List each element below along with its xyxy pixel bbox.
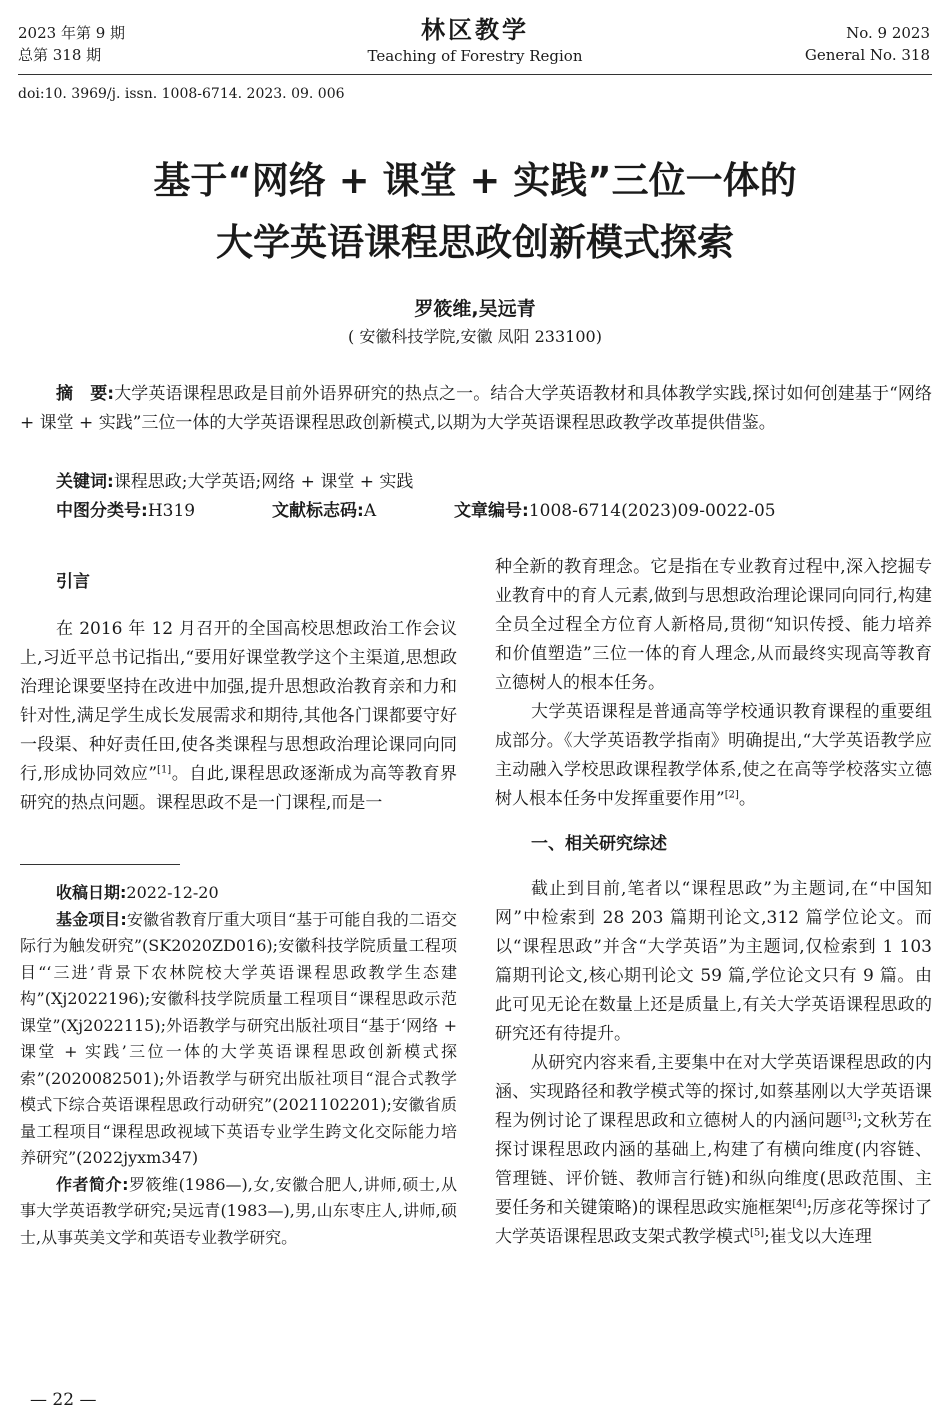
fund-label: 基金项目:: [56, 909, 127, 929]
doc-code-value: A: [363, 501, 377, 521]
keywords-label: 关键词:: [56, 472, 114, 492]
intro-heading: 引言: [56, 572, 90, 592]
authors: 罗筱维,吴远青: [414, 298, 536, 320]
intro-paragraph: [20, 615, 457, 818]
received-date: [20, 880, 457, 907]
abstract-label: 摘 要:: [56, 384, 115, 404]
journal-title-en: Teaching of Forestry Region: [367, 47, 583, 65]
page-number: — 22 —: [30, 1390, 97, 1410]
received-value: 2022-12-20: [126, 883, 219, 902]
article-title-line1: 基于“网络 + 课堂 + 实践”三位一体的: [153, 159, 797, 202]
abstract-text: 大学英语课程思政是目前外语界研究的热点之一。结合大学英语教材和具体教学实践,探讨如何创建基于“网络 + 课堂 + 实践”三位一体的大学英语课程思政创新模式,以期为大学英语课程思政教学改革提供借鉴。: [20, 384, 932, 433]
issue-info-en: [805, 22, 930, 66]
article-number-label: 文章编号:: [454, 501, 529, 521]
received-label: 收稿日期:: [56, 883, 127, 902]
fund-info: [20, 907, 457, 1172]
citation-1[interactable]: [1]: [157, 764, 172, 776]
citation-3[interactable]: [3]: [842, 1111, 857, 1123]
right-paragraph-3: 截止到目前,笔者以“课程思政”为主题词,在“中国知网”中检索到 28 203 篇期刊论文,312 篇学位论文。而以“课程思政”并含“大学英语”为主题词,仅检索到 1 103 篇期刊论文,核心期刊论文 59 篇,学位论文只有 9 篇。由此可见无论在数量上还是质量上,有关大学英语课程思政的研究还有待提升。: [495, 879, 932, 1044]
abstract: [20, 380, 932, 438]
article-title-line2: 大学英语课程思政创新模式探索: [216, 221, 734, 264]
keywords-text: 课程思政;大学英语;网络 + 课堂 + 实践: [113, 472, 414, 492]
article-number-value: 1008-6714(2023)09-0022-05: [528, 501, 776, 521]
issue-year: 2023 年第 9 期: [18, 24, 126, 42]
right-column: [495, 553, 932, 1252]
right-paragraph-2: [495, 698, 932, 814]
section-1-heading: 一、相关研究综述: [531, 834, 667, 854]
doi[interactable]: doi:10. 3969/j. issn. 1008-6714. 2023. 09. 006: [18, 86, 345, 102]
right-paragraph-4-b: ;文秋芳在探讨课程思政内涵的基础上,构建了有横向维度(内容链、管理链、评价链、教师言行链)和纵向维度(思政范围、主要任务和关键策略)的课程思政实施框架: [495, 1111, 932, 1218]
header-divider: [18, 74, 932, 75]
issue-number: No. 9 2023: [846, 24, 930, 42]
author-bio-label: 作者简介:: [56, 1174, 129, 1194]
right-paragraph-2-tail: 。: [738, 789, 756, 809]
right-paragraph-4-c: ;厉彦花等探讨了大学英语课程思政支架式教学模式: [495, 1198, 932, 1247]
right-paragraph-4: [495, 1049, 932, 1252]
journal-title-cn: 林区教学: [421, 15, 529, 44]
doc-code-label: 文献标志码:: [272, 501, 364, 521]
intro-text-tail: 。自此,课程思政逐渐成为高等教育界研究的热点问题。课程思政不是一门课程,而是一: [20, 764, 457, 813]
right-paragraph-2-text: 大学英语课程是普通高等学校通识教育课程的重要组成部分。《大学英语教学指南》明确提出,“大学英语教学应主动融入学校思政课程教学体系,使之在高等学校落实立德树人根本任务中发挥重要作用”: [495, 702, 932, 809]
citation-4[interactable]: [4]: [792, 1198, 807, 1210]
author-bio-text: 罗筱维(1986—),女,安徽合肥人,讲师,硕士,从事大学英语教学研究;吴远青(1983—),男,山东枣庄人,讲师,硕士,从事英美文学和英语专业教学研究。: [20, 1174, 457, 1247]
author-bio: [20, 1172, 457, 1252]
citation-2[interactable]: [2]: [724, 789, 739, 801]
keywords: [56, 468, 413, 497]
affiliation: ( 安徽科技学院,安徽 凤阳 233100): [348, 327, 602, 346]
intro-text: 在 2016 年 12 月召开的全国高校思想政治工作会议上,习近平总书记指出,“要用好课堂教学这个主渠道,思想政治理论课要坚持在改进中加强,提升思想政治教育亲和力和针对性,满足学生成长发展需求和期待,其他各门课都要守好一段渠、种好责任田,使各类课程与思想政治理论课同向同行,形成协同效应”: [20, 619, 457, 784]
footnote-divider: [20, 864, 180, 865]
clc-value: H319: [147, 501, 196, 521]
right-paragraph-1: 种全新的教育理念。它是指在专业教育过程中,深入挖掘专业教育中的育人元素,做到与思想政治理论课同向同行,构建全员全过程全方位育人新格局,贯彻“知识传授、能力培养和价值塑造”三位一体的育人理念,从而最终实现高等教育立德树人的根本任务。: [495, 557, 932, 693]
fund-text: 安徽省教育厅重大项目“基于可能自我的二语交际行为触发研究”(SK2020ZD016);安徽科技学院质量工程项目“‘三进’背景下农林院校大学英语课程思政教学生态建构”(Xj2022196);安徽科技学院质量工程项目“课程思政示范课堂”(Xj2022115);外语教学与研究出版社项目“基于‘网络 + 课堂 + 实践’三位一体的大学英语课程思政创新模式探索”(2020082501);外语教学与研究出版社项目“混合式教学模式下综合英语课程思政行动研究”(2021102201);安徽省质量工程项目“课程思政视域下英语专业学生跨文化交际能力培养研究”(2022jyxm347): [20, 909, 457, 1167]
right-paragraph-4-d: ;崔戈以大连理: [764, 1227, 872, 1247]
classification: [56, 497, 776, 526]
clc-label: 中图分类号:: [56, 501, 148, 521]
footnotes: [20, 880, 457, 1251]
general-number: General No. 318: [804, 46, 930, 64]
left-column: [20, 568, 457, 818]
article-title: [0, 150, 950, 274]
right-paragraph-4-a: 从研究内容来看,主要集中在对大学英语课程思政的内涵、实现路径和教学模式等的探讨,如蔡基刚以大学英语课程为例讨论了课程思政和立德树人的内涵问题: [495, 1053, 932, 1131]
citation-5[interactable]: [5]: [750, 1227, 765, 1239]
issue-total: 总第 318 期: [18, 46, 102, 64]
